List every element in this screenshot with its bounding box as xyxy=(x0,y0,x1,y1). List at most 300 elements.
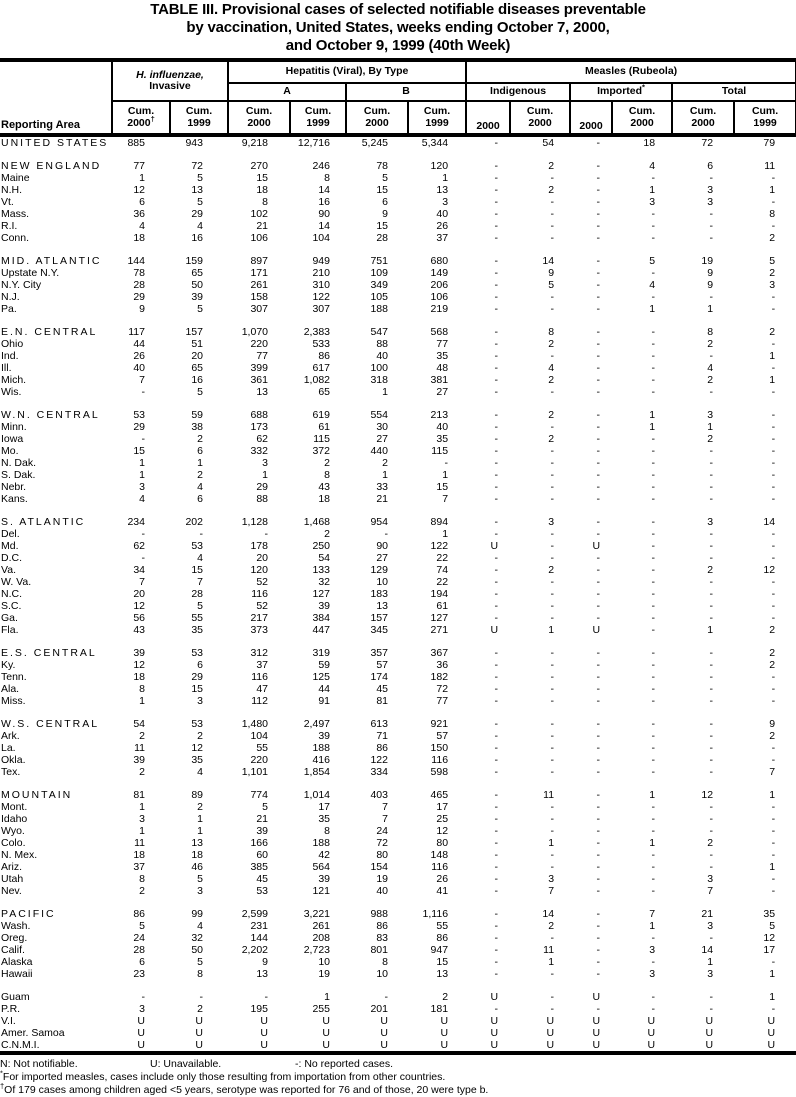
value-cell: 1 xyxy=(649,421,656,433)
spacer-row xyxy=(0,244,796,255)
value-cell: 1 xyxy=(769,789,776,801)
value-cell: 4 xyxy=(649,279,656,291)
value-cell: 71 xyxy=(376,730,388,742)
value-cell: - xyxy=(494,612,499,624)
value-cell: - xyxy=(771,481,776,493)
value-cell: - xyxy=(771,825,776,837)
reporting-area-cell: Nev. xyxy=(1,885,22,897)
value-cell: 361 xyxy=(250,374,268,386)
value-cell: - xyxy=(651,766,656,778)
value-cell: 5 xyxy=(197,303,203,315)
value-cell: - xyxy=(444,457,449,469)
value-cell: 60 xyxy=(256,849,268,861)
title-line-3: and October 9, 1999 (40th Week) xyxy=(285,37,511,54)
value-cell: - xyxy=(771,291,776,303)
reporting-area-cell: N.H. xyxy=(1,184,22,196)
value-cell: 1 xyxy=(139,695,145,707)
value-cell: - xyxy=(596,801,601,813)
value-cell: 18 xyxy=(643,137,656,149)
value-cell: 171 xyxy=(250,267,268,279)
value-cell: - xyxy=(550,469,555,481)
reporting-area-cell: P.R. xyxy=(1,1003,21,1015)
value-cell: - xyxy=(596,409,601,421)
value-cell: - xyxy=(771,552,776,564)
value-cell: 897 xyxy=(250,255,268,267)
value-cell: - xyxy=(596,742,601,754)
value-cell: U xyxy=(546,1039,555,1051)
value-cell: 15 xyxy=(133,445,145,457)
legend-not-notifiable: N: Not notifiable. xyxy=(0,1058,78,1070)
value-cell: 372 xyxy=(312,445,330,457)
value-cell: - xyxy=(709,600,714,612)
value-cell: - xyxy=(550,493,555,505)
value-cell: U xyxy=(380,1039,388,1051)
value-cell: - xyxy=(596,659,601,671)
value-cell: 77 xyxy=(436,338,449,350)
value-cell: - xyxy=(550,754,555,766)
value-cell: - xyxy=(651,291,656,303)
table-row xyxy=(0,1027,796,1039)
value-cell: U xyxy=(137,1039,145,1051)
value-cell: 949 xyxy=(312,255,330,267)
value-cell: U xyxy=(260,1015,268,1027)
value-cell: - xyxy=(141,433,145,445)
value-cell: - xyxy=(651,445,656,457)
value-cell: 220 xyxy=(250,754,268,766)
value-cell: 403 xyxy=(370,789,388,801)
h-influenzae-name: H. influenzae, xyxy=(136,68,204,81)
value-cell: 12 xyxy=(763,564,776,576)
value-cell: 8 xyxy=(324,172,330,184)
value-cell: 72 xyxy=(191,160,203,172)
table-row xyxy=(0,789,796,801)
value-cell: 617 xyxy=(312,362,330,374)
value-cell: U xyxy=(490,540,499,552)
value-cell: 2 xyxy=(548,433,555,445)
spacer-cell xyxy=(0,315,796,326)
spacer-cell xyxy=(0,778,796,789)
value-cell: 188 xyxy=(370,303,388,315)
value-cell: 100 xyxy=(370,362,388,374)
table-row xyxy=(0,647,796,659)
value-cell: - xyxy=(494,196,499,208)
value-cell: 21 xyxy=(376,493,388,505)
value-cell: 15 xyxy=(376,220,388,232)
value-cell: 88 xyxy=(256,493,268,505)
value-cell: - xyxy=(596,932,601,944)
value-cell: 9 xyxy=(139,303,145,315)
value-cell: - xyxy=(651,576,656,588)
table-body xyxy=(0,135,796,1053)
value-cell: 384 xyxy=(312,612,330,624)
value-cell: - xyxy=(651,659,656,671)
value-cell: - xyxy=(771,386,776,398)
reporting-area-cell: Ill. xyxy=(1,362,12,374)
reporting-area-cell: Oreg. xyxy=(1,932,28,944)
value-cell: 154 xyxy=(370,861,388,873)
value-cell: 183 xyxy=(370,588,388,600)
value-cell: 1 xyxy=(197,825,203,837)
value-cell: - xyxy=(709,718,714,730)
reporting-area-cell: Iowa xyxy=(1,433,24,445)
value-cell: 173 xyxy=(250,421,268,433)
value-cell: - xyxy=(651,564,656,576)
value-cell: 78 xyxy=(133,267,145,279)
reporting-area-cell: Tex. xyxy=(1,766,21,778)
value-cell: - xyxy=(550,730,555,742)
value-cell: - xyxy=(494,873,499,885)
value-cell: - xyxy=(651,540,656,552)
reporting-area-cell: Ind. xyxy=(1,350,19,362)
value-cell: 12 xyxy=(436,825,449,837)
value-cell: - xyxy=(771,196,776,208)
value-cell: 22 xyxy=(436,576,449,588)
value-cell: - xyxy=(596,326,601,338)
value-cell: - xyxy=(494,528,499,540)
hepatitis-b-header: B xyxy=(346,83,466,101)
value-cell: U xyxy=(380,1027,388,1039)
table-row xyxy=(0,612,796,624)
reporting-area-cell: Miss. xyxy=(1,695,26,707)
value-cell: 3 xyxy=(649,968,656,980)
value-cell: 12 xyxy=(133,184,145,196)
value-cell: - xyxy=(494,754,499,766)
value-cell: - xyxy=(550,196,555,208)
col-header-hepb-cum1999: Cum. 1999 xyxy=(408,101,466,135)
value-cell: - xyxy=(651,873,656,885)
value-cell: 30 xyxy=(376,421,388,433)
value-cell: - xyxy=(771,421,776,433)
value-cell: 2 xyxy=(769,267,776,279)
value-cell: U xyxy=(490,624,499,636)
value-cell: - xyxy=(494,552,499,564)
value-cell: - xyxy=(596,612,601,624)
value-cell: - xyxy=(771,600,776,612)
value-cell: 5 xyxy=(769,920,776,932)
value-cell: - xyxy=(771,801,776,813)
value-cell: - xyxy=(596,350,601,362)
reporting-area-cell: Mass. xyxy=(1,208,30,220)
value-cell: 943 xyxy=(185,137,203,149)
value-cell: 115 xyxy=(313,433,330,445)
value-cell: - xyxy=(651,457,656,469)
reporting-area-cell: Pa. xyxy=(1,303,17,315)
value-cell: 11 xyxy=(764,160,776,172)
value-cell: - xyxy=(596,695,601,707)
value-cell: 112 xyxy=(251,695,268,707)
value-cell: 1 xyxy=(139,172,145,184)
value-cell: - xyxy=(494,516,499,528)
value-cell: - xyxy=(141,528,145,540)
value-cell: 1,128 xyxy=(241,516,268,528)
value-cell: - xyxy=(550,1003,555,1015)
value-cell: - xyxy=(550,766,555,778)
value-cell: 8 xyxy=(139,873,145,885)
value-cell: 334 xyxy=(370,766,388,778)
value-cell: 39 xyxy=(318,730,330,742)
value-cell: 79 xyxy=(763,137,776,149)
value-cell: - xyxy=(651,220,656,232)
value-cell: 17 xyxy=(436,801,449,813)
value-cell: - xyxy=(709,991,714,1003)
value-cell: - xyxy=(494,837,499,849)
value-cell: 2 xyxy=(324,528,330,540)
value-cell: - xyxy=(494,956,499,968)
value-cell: - xyxy=(264,991,268,1003)
value-cell: - xyxy=(494,766,499,778)
value-cell: 1 xyxy=(548,956,555,968)
value-cell: 680 xyxy=(430,255,449,267)
value-cell: - xyxy=(494,564,499,576)
value-cell: 1 xyxy=(769,991,776,1003)
value-cell: 8 xyxy=(324,469,330,481)
value-cell: 45 xyxy=(256,873,268,885)
value-cell: - xyxy=(771,303,776,315)
value-cell: 1 xyxy=(548,837,555,849)
value-cell: - xyxy=(141,552,145,564)
value-cell: - xyxy=(596,220,601,232)
value-cell: U xyxy=(705,1027,714,1039)
value-cell: 318 xyxy=(370,374,388,386)
value-cell: - xyxy=(596,433,601,445)
reporting-area-cell: Wash. xyxy=(1,920,31,932)
value-cell: 121 xyxy=(312,885,330,897)
value-cell: - xyxy=(651,754,656,766)
value-cell: U xyxy=(592,540,601,552)
value-cell: - xyxy=(771,576,776,588)
value-cell: 1,480 xyxy=(241,718,268,730)
table-row xyxy=(0,1039,796,1053)
value-cell: 206 xyxy=(430,279,449,291)
value-cell: - xyxy=(550,528,555,540)
value-cell: - xyxy=(709,612,714,624)
value-cell: 568 xyxy=(430,326,449,338)
value-cell: 210 xyxy=(312,267,330,279)
value-cell: - xyxy=(771,409,776,421)
value-cell: - xyxy=(550,552,555,564)
reporting-area-cell: S. ATLANTIC xyxy=(1,516,86,528)
value-cell: 35 xyxy=(191,624,203,636)
value-cell: 3 xyxy=(707,184,714,196)
value-cell: - xyxy=(651,683,656,695)
value-cell: 554 xyxy=(370,409,388,421)
value-cell: - xyxy=(494,184,499,196)
value-cell: - xyxy=(709,825,714,837)
value-cell: - xyxy=(494,279,499,291)
table-row xyxy=(0,255,796,267)
spacer-row xyxy=(0,636,796,647)
value-cell: - xyxy=(494,445,499,457)
value-cell: 2 xyxy=(197,469,203,481)
value-cell: - xyxy=(596,386,601,398)
value-cell: 2 xyxy=(548,374,555,386)
value-cell: - xyxy=(550,386,555,398)
value-cell: 219 xyxy=(430,303,449,315)
value-cell: 2 xyxy=(139,885,145,897)
value-cell: U xyxy=(647,1027,656,1039)
value-cell: 88 xyxy=(376,338,388,350)
value-cell: - xyxy=(651,469,656,481)
value-cell: 81 xyxy=(133,789,145,801)
value-cell: - xyxy=(494,493,499,505)
value-cell: - xyxy=(550,457,555,469)
value-cell: 53 xyxy=(133,409,145,421)
value-cell: - xyxy=(596,445,601,457)
value-cell: 91 xyxy=(318,695,330,707)
value-cell: 19 xyxy=(701,255,714,267)
value-cell: 8 xyxy=(769,208,776,220)
value-cell: - xyxy=(550,232,555,244)
value-cell: 7 xyxy=(382,813,388,825)
value-cell: 332 xyxy=(250,445,268,457)
value-cell: 1 xyxy=(139,457,145,469)
value-cell: - xyxy=(550,612,555,624)
value-cell: 1 xyxy=(769,861,776,873)
value-cell: 774 xyxy=(250,789,268,801)
value-cell: 7 xyxy=(139,576,145,588)
value-cell: - xyxy=(494,849,499,861)
table-row xyxy=(0,469,796,481)
value-cell: U xyxy=(490,1027,499,1039)
value-cell: 90 xyxy=(318,208,330,220)
value-cell: 416 xyxy=(312,754,330,766)
value-cell: 7 xyxy=(382,801,388,813)
value-cell: 78 xyxy=(376,160,388,172)
value-cell: 2,202 xyxy=(241,944,268,956)
value-cell: - xyxy=(709,291,714,303)
value-cell: - xyxy=(141,991,145,1003)
value-cell: 157 xyxy=(185,326,203,338)
value-cell: 3 xyxy=(649,196,656,208)
value-cell: 5,344 xyxy=(421,137,449,149)
value-cell: 38 xyxy=(191,421,203,433)
value-cell: 34 xyxy=(133,564,145,576)
value-cell: - xyxy=(651,671,656,683)
serotype-footnote-symbol: † xyxy=(0,1081,5,1091)
value-cell: U xyxy=(490,1015,499,1027)
col-header-imported-2000: 2000 xyxy=(570,101,612,135)
value-cell: - xyxy=(709,1003,714,1015)
value-cell: 2 xyxy=(707,338,714,350)
value-cell: - xyxy=(709,540,714,552)
value-cell: 10 xyxy=(376,968,388,980)
value-cell: 8 xyxy=(548,326,555,338)
value-cell: 319 xyxy=(312,647,330,659)
value-cell: - xyxy=(771,885,776,897)
value-cell: 13 xyxy=(256,968,268,980)
value-cell: 15 xyxy=(436,481,449,493)
value-cell: 1 xyxy=(324,991,330,1003)
value-cell: - xyxy=(494,789,499,801)
reporting-area-cell: W.N. CENTRAL xyxy=(1,409,100,421)
table-row xyxy=(0,908,796,920)
value-cell: - xyxy=(494,409,499,421)
reporting-area-cell: W.S. CENTRAL xyxy=(1,718,100,730)
value-cell: 52 xyxy=(256,576,268,588)
table-row xyxy=(0,825,796,837)
value-cell: 14 xyxy=(542,908,555,920)
value-cell: U xyxy=(767,1027,776,1039)
value-cell: - xyxy=(596,457,601,469)
value-cell: - xyxy=(709,754,714,766)
value-cell: 1 xyxy=(262,469,268,481)
reporting-area-cell: La. xyxy=(1,742,16,754)
value-cell: - xyxy=(596,374,601,386)
value-cell: - xyxy=(494,255,499,267)
value-cell: - xyxy=(709,208,714,220)
value-cell: 120 xyxy=(430,160,449,172)
value-cell: 1 xyxy=(769,184,776,196)
value-cell: 5 xyxy=(139,920,145,932)
reporting-area-cell: Mo. xyxy=(1,445,19,457)
value-cell: 20 xyxy=(191,350,203,362)
table-row xyxy=(0,742,796,754)
value-cell: 35 xyxy=(191,754,203,766)
value-cell: - xyxy=(651,813,656,825)
value-cell: - xyxy=(771,813,776,825)
value-cell: 1,101 xyxy=(241,766,268,778)
value-cell: 385 xyxy=(250,861,268,873)
table-row xyxy=(0,695,796,707)
value-cell: - xyxy=(596,564,601,576)
value-cell: 77 xyxy=(133,160,145,172)
value-cell: 1 xyxy=(707,303,714,315)
value-cell: - xyxy=(771,1003,776,1015)
value-cell: - xyxy=(550,540,555,552)
value-cell: - xyxy=(651,825,656,837)
value-cell: 116 xyxy=(251,671,268,683)
value-cell: 367 xyxy=(430,647,449,659)
value-cell: 80 xyxy=(436,837,449,849)
value-cell: - xyxy=(596,813,601,825)
value-cell: - xyxy=(596,600,601,612)
value-cell: 1 xyxy=(197,457,203,469)
value-cell: 5 xyxy=(548,279,555,291)
value-cell: 39 xyxy=(133,754,145,766)
value-cell: - xyxy=(709,742,714,754)
value-cell: - xyxy=(494,730,499,742)
value-cell: - xyxy=(494,160,499,172)
table-row xyxy=(0,208,796,220)
value-cell: U xyxy=(195,1039,203,1051)
value-cell: 18 xyxy=(133,671,145,683)
value-cell: 3 xyxy=(548,873,555,885)
value-cell: 271 xyxy=(430,624,449,636)
value-cell: 4 xyxy=(649,160,656,172)
value-cell: 13 xyxy=(191,837,203,849)
value-cell: 1 xyxy=(548,624,555,636)
value-cell: - xyxy=(596,944,601,956)
value-cell: - xyxy=(550,350,555,362)
value-cell: 14 xyxy=(763,516,776,528)
value-cell: - xyxy=(651,695,656,707)
legend-no-reported-cases: -: No reported cases. xyxy=(295,1058,394,1070)
value-cell: U xyxy=(322,1027,330,1039)
value-cell: 55 xyxy=(191,612,203,624)
table-row xyxy=(0,861,796,873)
value-cell: 116 xyxy=(431,861,449,873)
value-cell: 14 xyxy=(318,220,330,232)
value-cell: U xyxy=(322,1039,330,1051)
value-cell: 40 xyxy=(376,350,388,362)
value-cell: - xyxy=(596,718,601,730)
value-cell: 33 xyxy=(376,481,388,493)
value-cell: 1,082 xyxy=(303,374,330,386)
value-cell: 8 xyxy=(139,683,145,695)
value-cell: - xyxy=(651,861,656,873)
value-cell: 188 xyxy=(312,742,330,754)
value-cell: - xyxy=(771,469,776,481)
